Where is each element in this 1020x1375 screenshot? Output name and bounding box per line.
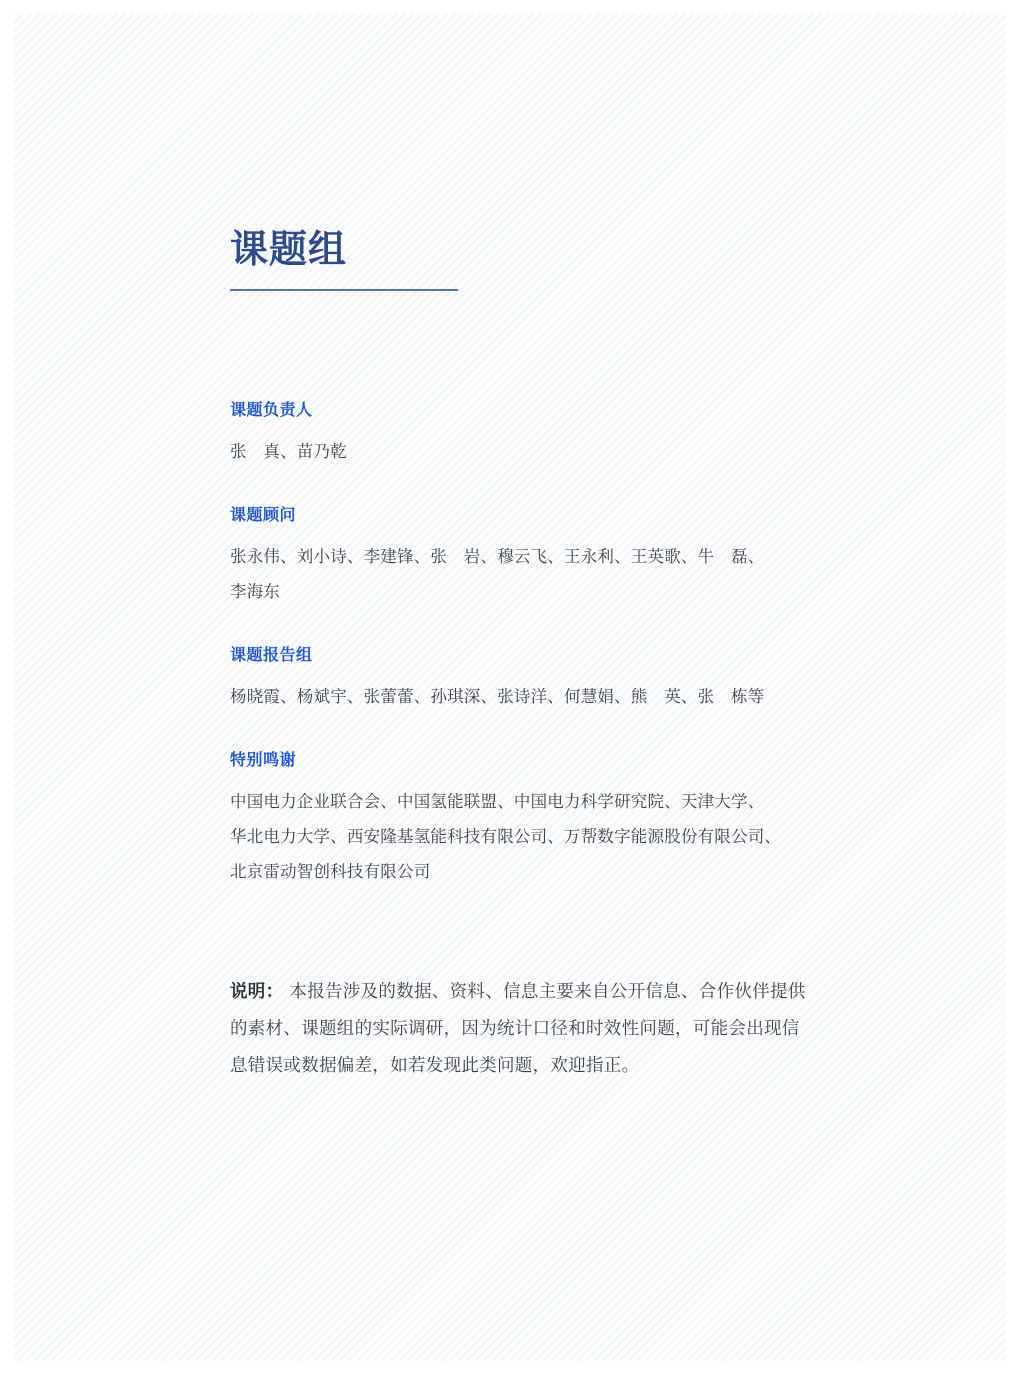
section-body-line: 华北电力大学、西安隆基氢能科技有限公司、万帮数字能源股份有限公司、 (230, 828, 782, 846)
note-line: 息错误或数据偏差，如若发现此类问题，欢迎指正。 (230, 1055, 640, 1075)
section-body-line: 北京雷动智创科技有限公司 (230, 863, 431, 881)
credits-sections (230, 399, 850, 924)
section-heading: 课题顾问 (230, 507, 297, 524)
page-title: 课题组 (230, 229, 348, 271)
section-project-leader (230, 399, 850, 470)
section-special-thanks (230, 749, 850, 890)
note-label: 说明： (230, 981, 284, 1001)
section-heading: 课题负责人 (230, 402, 313, 419)
title-underline (230, 289, 458, 291)
section-body-line: 张 真、苗乃乾 (230, 443, 347, 461)
note-text: 本报告涉及的数据、资料、信息主要来自公开信息、合作伙伴提供 (289, 981, 806, 1001)
disclaimer-note (230, 973, 850, 1084)
section-report-team (230, 644, 850, 715)
section-project-advisors (230, 504, 850, 610)
section-body-line: 中国电力企业联合会、中国氢能联盟、中国电力科学研究院、天津大学、 (230, 793, 765, 811)
section-body-line: 李海东 (230, 583, 281, 601)
section-heading: 特别鸣谢 (230, 752, 297, 769)
section-heading: 课题报告组 (230, 647, 313, 664)
note-line: 的素材、课题组的实际调研，因为统计口径和时效性问题，可能会出现信 (230, 1018, 800, 1038)
section-body-line: 张永伟、刘小诗、李建锋、张 岩、穆云飞、王永利、王英歌、牛 磊、 (230, 548, 765, 566)
note-line (230, 973, 850, 1010)
section-body-line: 杨晓霞、杨斌宇、张蕾蕾、孙琪深、张诗洋、何慧娟、熊 英、张 栋等 (230, 688, 765, 706)
